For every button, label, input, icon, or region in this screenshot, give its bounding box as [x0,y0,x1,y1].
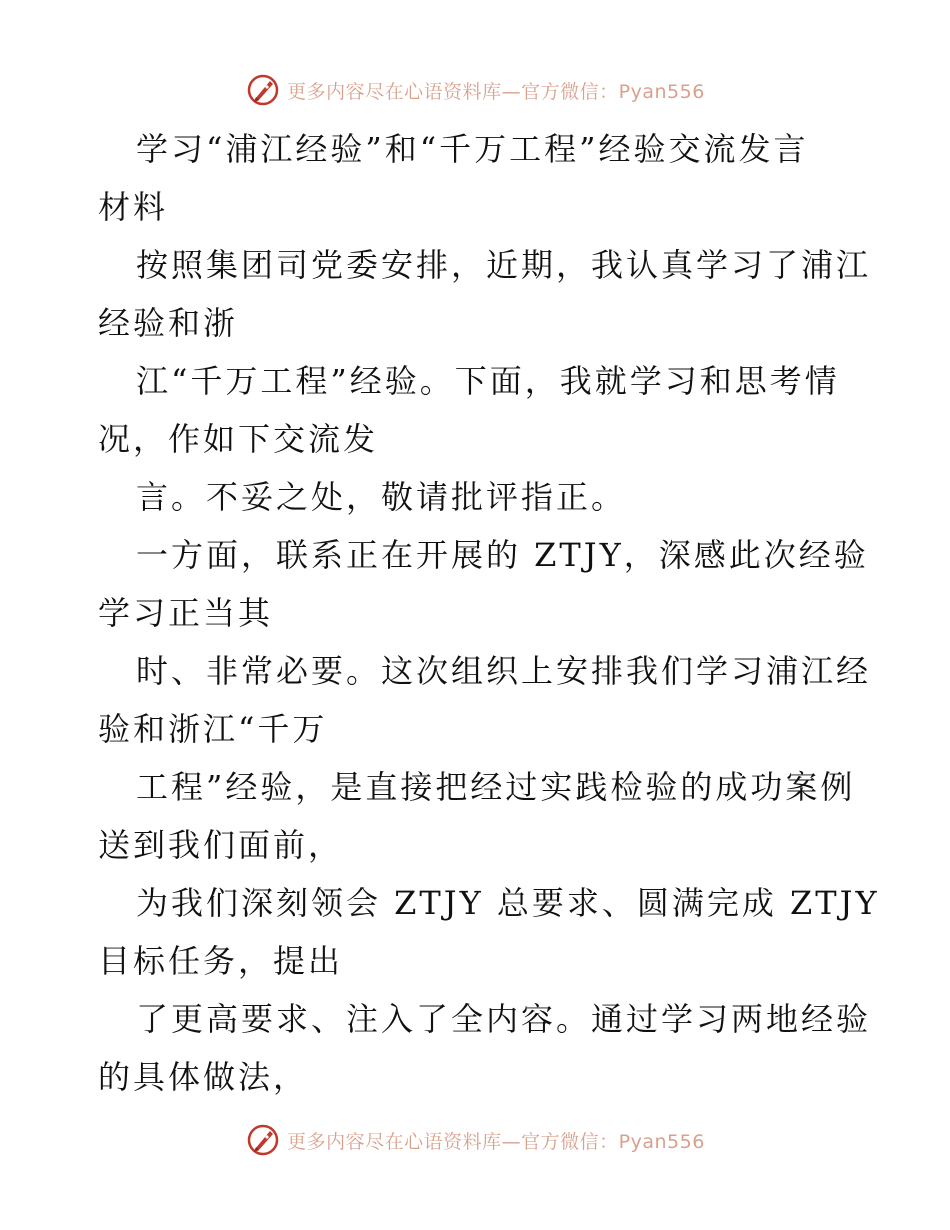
paragraph-line: 经验和浙 [98,304,239,342]
paragraph-line: 按照集团司党委安排，近期，我认真学习了浦江 [136,246,872,284]
paragraph-line: 言。不妥之处，敬请批评指正。 [136,478,627,516]
paragraph-line: 为我们深刻领会 ZTJY 总要求、圆满完成 ZTJY [136,884,880,922]
header-banner-text: 更多内容尽在心语资料库—官方微信：Pyan556 [287,80,705,103]
paragraph-line: 了更高要求、注入了全内容。通过学习两地经验 [136,1000,872,1038]
document-title-line-2: 材料 [98,188,169,226]
document-title-line-1: 学习“浦江经验”和“千万工程”经验交流发言 [136,130,809,168]
footer-banner-text: 更多内容尽在心语资料库—官方微信：Pyan556 [287,1130,705,1153]
paragraph-line: 况，作如下交流发 [98,420,379,458]
header-banner [0,68,950,112]
paragraph-line: 学习正当其 [98,594,274,632]
paragraph-line: 目标任务，提出 [98,942,344,980]
paragraph-line: 的具体做法， [98,1058,309,1096]
paragraph-line: 江“千万工程”经验。下面，我就学习和思考情 [136,362,840,400]
pen-nib-logo-icon [245,1122,281,1158]
paragraph-line: 一方面，联系正在开展的 ZTJY，深感此次经验 [136,536,869,574]
paragraph-line: 工程”经验，是直接把经过实践检验的成功案例 [136,768,856,806]
document-body [98,120,880,1106]
paragraph-line: 送到我们面前， [98,826,344,864]
pen-nib-logo-icon [245,72,281,108]
footer-banner [0,1118,950,1162]
paragraph-line: 验和浙江“千万 [98,710,328,748]
paragraph-line: 时、非常必要。这次组织上安排我们学习浦江经 [136,652,872,690]
